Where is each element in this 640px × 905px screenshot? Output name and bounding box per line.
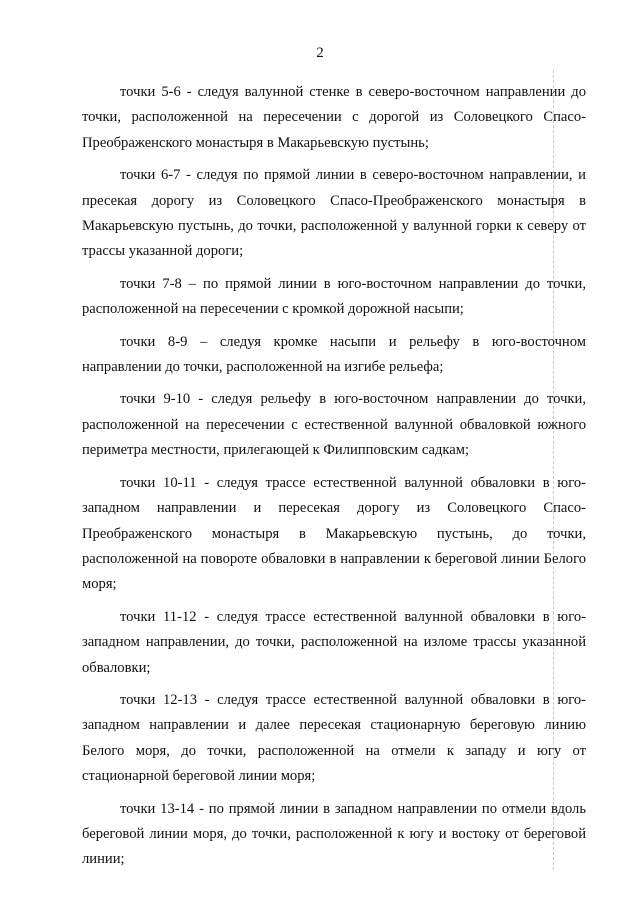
paragraph-points-12-13: точки 12-13 - следуя трассе естественной валунной обваловки в юго-западном направлении и далее пересекая стационарную береговую линию Белого моря, до точки, расположенной на отмели к западу и югу от стационарной береговой линии моря; bbox=[82, 691, 586, 785]
paragraph-points-11-12: точки 11-12 - следуя трассе естественной валунной обваловки в юго-западном направлении, до точки, расположенной на изломе трассы указанной обваловки; bbox=[82, 608, 586, 676]
paragraph-points-6-7: точки 6-7 - следуя по прямой линии в северо-восточном направлении, и пресекая дорогу из Соловецкого Спасо-Преображенского монастыря в Макарьевскую пустынь, до точки, расположенной у валунной горки к северу от трассы указанной дороги; bbox=[82, 167, 586, 260]
page-number: 2 bbox=[316, 45, 324, 61]
paragraph-points-10-11: точки 10-11 - следуя трассе естественной валунной обваловки в юго-западном направлении и пересекая дорогу из Соловецкого Спасо-Преображенского монастыря в Макарьевскую пустынь, до точки, расположенной на повороте обваловки в направлении к береговой линии Белого моря; bbox=[82, 474, 586, 593]
paragraph-points-8-9: точки 8-9 – следуя кромке насыпи и рельефу в юго-восточном направлении до точки, расположенной на изгибе рельефа; bbox=[82, 333, 586, 376]
paragraph-points-13-14: точки 13-14 - по прямой линии в западном направлении по отмели вдоль береговой линии моря, до точки, расположенной к югу и востоку от береговой линии; bbox=[82, 800, 586, 868]
paragraph-points-9-10: точки 9-10 - следуя рельефу в юго-восточном направлении до точки, расположенной на пересечении с естественной валунной обваловкой южного периметра местности, прилегающей к Филипповским садкам; bbox=[82, 391, 586, 459]
paragraph-points-7-8: точки 7-8 – по прямой линии в юго-восточном направлении до точки, расположенной на пересечении с кромкой дорожной насыпи; bbox=[82, 275, 586, 318]
paragraph-points-5-6: точки 5-6 - следуя валунной стенке в северо-восточном направлении до точки, расположенной на пересечении с дорогой из Соловецкого Спасо-Преображенского монастыря в Макарьевскую пустынь; bbox=[82, 84, 586, 151]
document-body bbox=[82, 80, 586, 880]
